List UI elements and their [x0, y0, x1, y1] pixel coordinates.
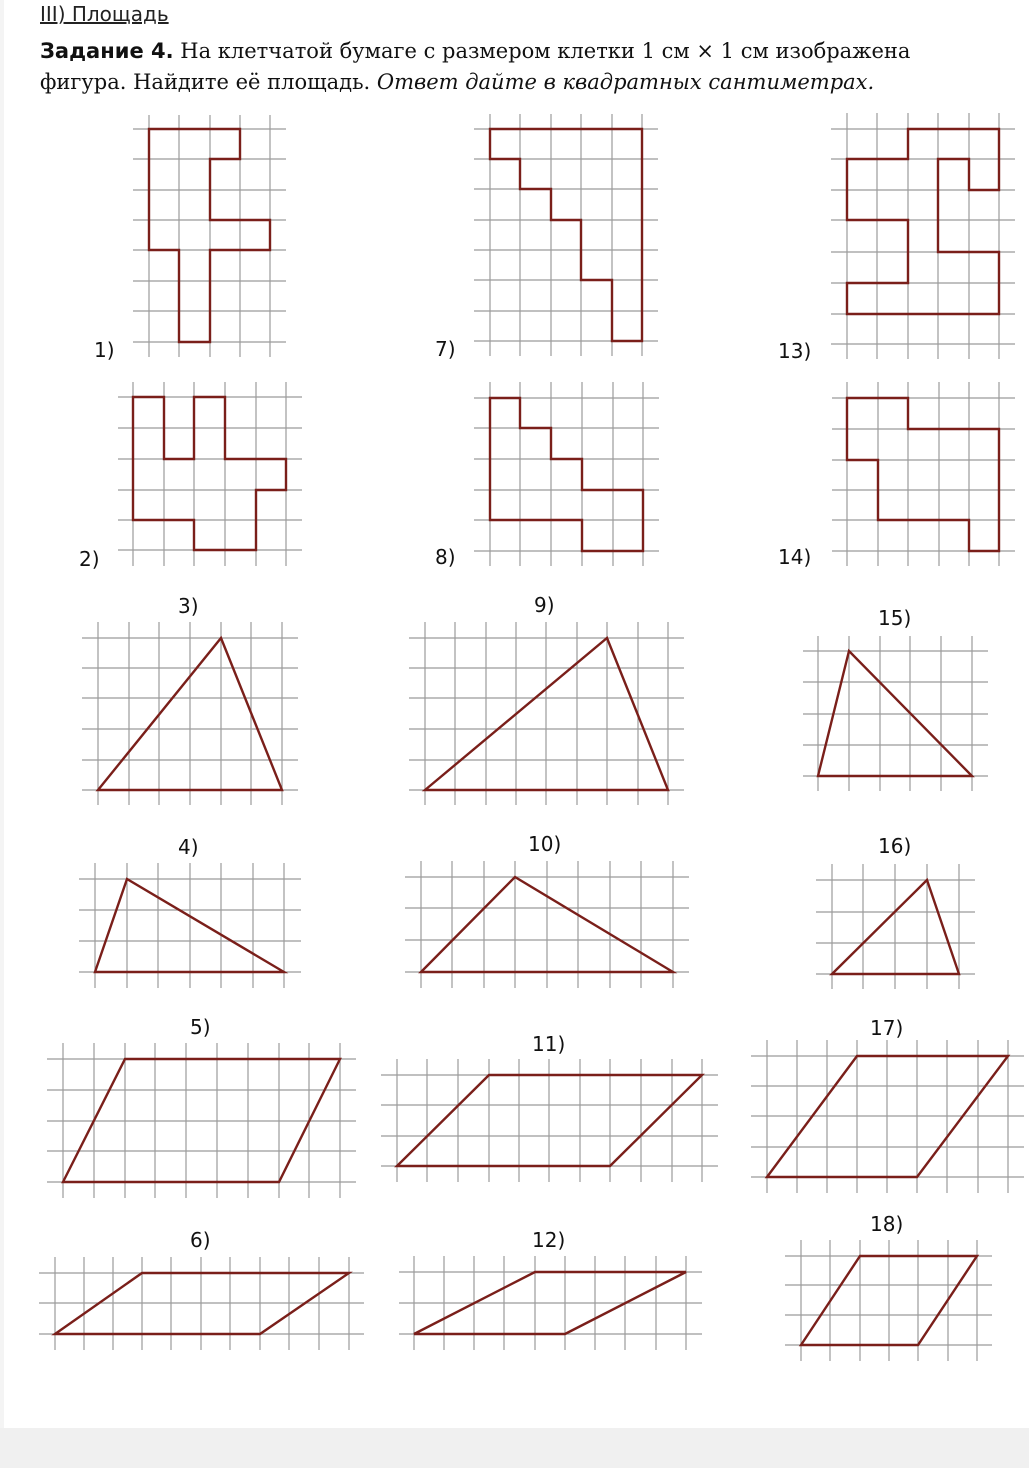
- task-text-2: фигура. Найдите её площадь.: [40, 70, 377, 94]
- figure-9-grid: [409, 622, 684, 805]
- figure-18-number: 18): [870, 1212, 904, 1236]
- figure-14-number: 14): [778, 545, 812, 569]
- figure-1-number: 1): [94, 338, 115, 362]
- page-bottom-margin: [0, 1428, 1029, 1468]
- figure-8-grid: [474, 382, 659, 566]
- figure-17-grid: [751, 1040, 1024, 1193]
- figure-15-grid: [803, 636, 988, 791]
- task-answer-instruction: Ответ дайте в квадратных сантиметрах.: [376, 70, 875, 94]
- task-label: Задание 4.: [40, 39, 174, 63]
- figure-11-number: 11): [532, 1032, 566, 1056]
- figure-17-number: 17): [870, 1016, 904, 1040]
- figure-4-grid: [79, 863, 301, 988]
- figure-2-outline: [133, 397, 286, 550]
- figure-2-grid: [118, 382, 302, 566]
- figure-11-grid: [381, 1059, 718, 1182]
- figure-6-number: 6): [190, 1228, 211, 1252]
- figure-14-grid: [832, 382, 1015, 566]
- section-heading: III) Площадь: [40, 2, 169, 26]
- figure-8-outline: [490, 398, 643, 551]
- figure-10-grid: [405, 861, 689, 988]
- figure-13-outline: [847, 129, 999, 314]
- figure-13-grid: [831, 113, 1015, 359]
- figure-7-grid: [474, 114, 658, 356]
- figure-18-grid: [785, 1240, 992, 1361]
- figure-16-number: 16): [878, 834, 912, 858]
- figure-16-grid: [816, 864, 975, 989]
- figure-14-outline: [847, 398, 999, 551]
- figure-2-number: 2): [79, 547, 100, 571]
- figure-10-number: 10): [528, 832, 562, 856]
- figure-12-number: 12): [532, 1228, 566, 1252]
- task-text-1: На клетчатой бумаге с размером клетки 1 см × 1 см изображена: [173, 39, 911, 63]
- figure-5-number: 5): [190, 1015, 211, 1039]
- figure-3-grid: [82, 622, 298, 805]
- figure-9-number: 9): [534, 593, 555, 617]
- figure-13-number: 13): [778, 339, 812, 363]
- figure-6-grid: [39, 1257, 364, 1350]
- figure-7-outline: [490, 129, 642, 341]
- figure-7-number: 7): [435, 337, 456, 361]
- figure-3-number: 3): [178, 594, 199, 618]
- figure-4-number: 4): [178, 835, 199, 859]
- figure-15-number: 15): [878, 606, 912, 630]
- figure-8-number: 8): [435, 545, 456, 569]
- figure-12-grid: [399, 1256, 702, 1350]
